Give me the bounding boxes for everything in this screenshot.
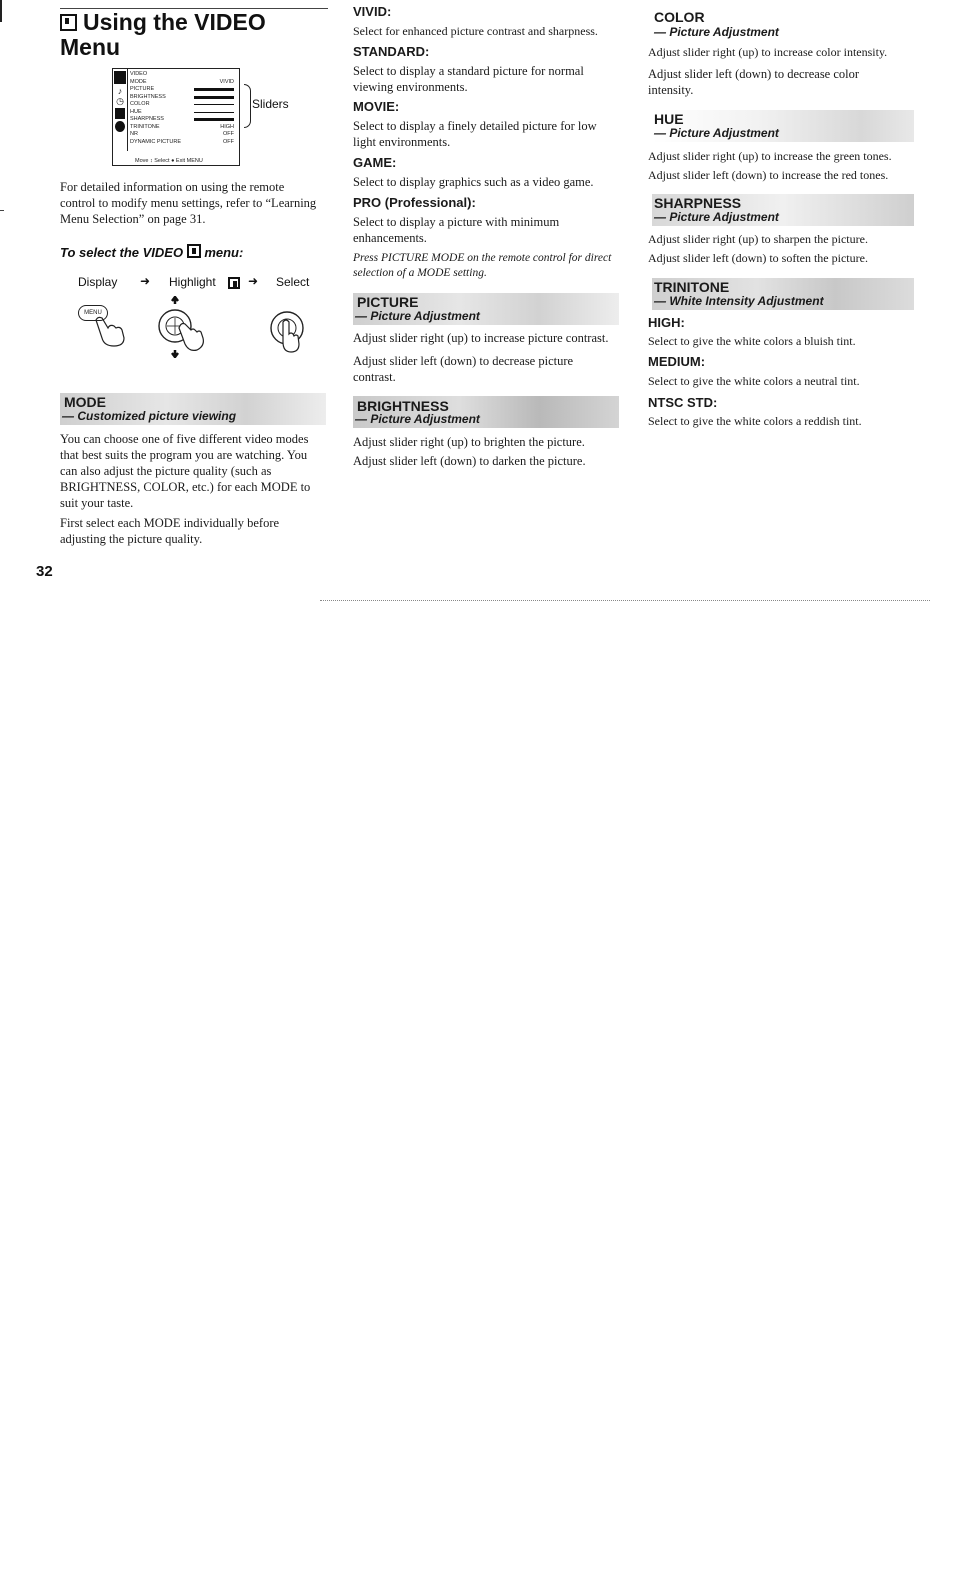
title-line-2: Menu (60, 34, 121, 60)
osd-row: BRIGHTNESS (130, 94, 234, 102)
osd-icon-strip (113, 69, 128, 151)
osd-row: MODE VIVID (130, 78, 234, 85)
standard-heading: STANDARD: (353, 44, 430, 59)
osd-slider (194, 118, 234, 121)
menu-button: MENU (78, 305, 108, 321)
intro-text: For detailed information on using the remote control to modify menu settings, refer to “Learning Menu Selection” on page 31. (60, 180, 317, 226)
osd-menu-figure (112, 68, 240, 166)
trinitone-title: TRINITONE (654, 279, 730, 295)
ntsc-std-text: Select to give the white colors a reddish tint. (648, 414, 862, 428)
high-text: Select to give the white colors a bluish tint. (648, 334, 856, 348)
page-title (60, 10, 266, 60)
brightness-subtitle: — Picture Adjustment (355, 412, 480, 426)
osd-row: HUE (130, 109, 234, 117)
pro-heading: PRO (Professional): (353, 195, 476, 210)
osd-row: DYNAMIC PICTURE OFF (130, 138, 234, 145)
hue-text-2: Adjust slider left (down) to increase the red tones. (648, 168, 889, 182)
hue-section-header (652, 110, 914, 142)
mode-title: MODE (64, 394, 106, 410)
color-text-2: Adjust slider left (down) to decrease color intensity. (648, 67, 860, 97)
vivid-text: Select for enhanced picture contrast and sharpness. (353, 24, 598, 38)
sharpness-text-1: Adjust slider right (up) to sharpen the picture. (648, 232, 868, 246)
mode-paragraph-2: First select each MODE individually before adjusting the picture quality. (60, 516, 280, 546)
select-menu-heading: To select the VIDEO menu: (60, 245, 244, 260)
arrow-icon: ➜ (140, 274, 151, 288)
osd-row: TRINITONE HIGH (130, 123, 234, 130)
color-subtitle: — Picture Adjustment (654, 25, 779, 39)
medium-heading: MEDIUM: (648, 354, 706, 369)
arrow-icon: ➜ (248, 274, 259, 288)
osd-slider (194, 104, 234, 105)
color-title: COLOR (654, 9, 705, 25)
movie-text: Select to display a finely detailed picture for low light environments. (353, 119, 597, 149)
osd-row: SHARPNESS (130, 116, 234, 124)
video-icon (187, 244, 201, 258)
brightness-title: BRIGHTNESS (357, 398, 449, 414)
game-text: Select to display graphics such as a video game. (353, 175, 594, 189)
trinitone-section-header (652, 278, 914, 310)
osd-row: VIDEO (130, 71, 148, 77)
high-heading: HIGH: (648, 315, 685, 330)
picture-subtitle: — Picture Adjustment (355, 309, 480, 323)
step-select: Select (276, 275, 310, 289)
mode-section-header (60, 393, 326, 425)
brightness-text-2: Adjust slider left (down) to darken the picture. (353, 454, 586, 468)
color-text-1: Adjust slider right (up) to increase color intensity. (648, 45, 888, 59)
pro-text: Select to display a picture with minimum enhancements. (353, 215, 560, 245)
vivid-heading: VIVID: (353, 4, 392, 19)
sharpness-title: SHARPNESS (654, 195, 742, 211)
sharpness-subtitle: — Picture Adjustment (654, 210, 779, 224)
hue-text-1: Adjust slider right (up) to increase the green tones. (648, 149, 892, 163)
picture-mode-note: Press PICTURE MODE on the remote control for direct selection of a MODE setting. (353, 252, 612, 279)
page-number: 32 (36, 563, 53, 580)
sliders-label: Sliders (252, 97, 289, 111)
osd-footer: Move ↕ Select ● Exit MENU (135, 158, 203, 164)
picture-text-2: Adjust slider left (down) to decrease picture contrast. (353, 354, 574, 384)
joystick-highlight-icon (155, 296, 215, 358)
video-icon (60, 14, 77, 31)
osd-setup-icon (115, 121, 125, 132)
trinitone-subtitle: — White Intensity Adjustment (654, 294, 824, 308)
osd-video-icon (114, 71, 126, 84)
joystick-select-icon (267, 308, 307, 358)
left-edge-tick (0, 210, 4, 211)
scan-line-artifact (320, 600, 930, 601)
brightness-section-header (353, 396, 619, 428)
step-highlight: Highlight (169, 275, 216, 289)
osd-slider (194, 112, 234, 113)
mode-subtitle: — Customized picture viewing (62, 409, 237, 423)
brightness-text-1: Adjust slider right (up) to brighten the picture. (353, 435, 585, 449)
osd-timer-icon: ◷ (116, 96, 124, 106)
picture-text-1: Adjust slider right (up) to increase picture contrast. (353, 331, 609, 345)
osd-slider (194, 96, 234, 99)
osd-row: PICTURE (130, 86, 234, 94)
left-edge-mark (0, 0, 2, 22)
picture-section-header (353, 293, 619, 325)
movie-heading: MOVIE: (353, 99, 400, 114)
title-line-1: Using the VIDEO (83, 9, 266, 35)
osd-audio-icon: ♪ (117, 86, 123, 96)
video-icon (228, 277, 240, 289)
hue-subtitle: — Picture Adjustment (654, 126, 779, 140)
osd-slider (194, 88, 234, 91)
mode-paragraph-1: You can choose one of five different video modes that best suits the program you are watching. You can also adjust the picture quality (such as BRIGHTNESS, COLOR, etc.) for each MODE to suit your taste. (60, 432, 311, 510)
step-display: Display (78, 275, 118, 289)
osd-row: COLOR (130, 101, 234, 109)
medium-text: Select to give the white colors a neutral tint. (648, 374, 860, 388)
osd-channel-icon (115, 108, 125, 119)
ntsc-std-heading: NTSC STD: (648, 395, 718, 410)
osd-row: NR OFF (130, 131, 234, 137)
game-heading: GAME: (353, 155, 397, 170)
sliders-brace (244, 84, 251, 128)
hand-press-menu-icon (90, 316, 130, 350)
sharpness-section-header (652, 194, 914, 226)
sharpness-text-2: Adjust slider left (down) to soften the picture. (648, 251, 868, 265)
hue-title: HUE (654, 111, 684, 127)
standard-text: Select to display a standard picture for normal viewing environments. (353, 64, 584, 94)
osd-item-list (130, 71, 234, 146)
picture-title: PICTURE (357, 294, 419, 310)
